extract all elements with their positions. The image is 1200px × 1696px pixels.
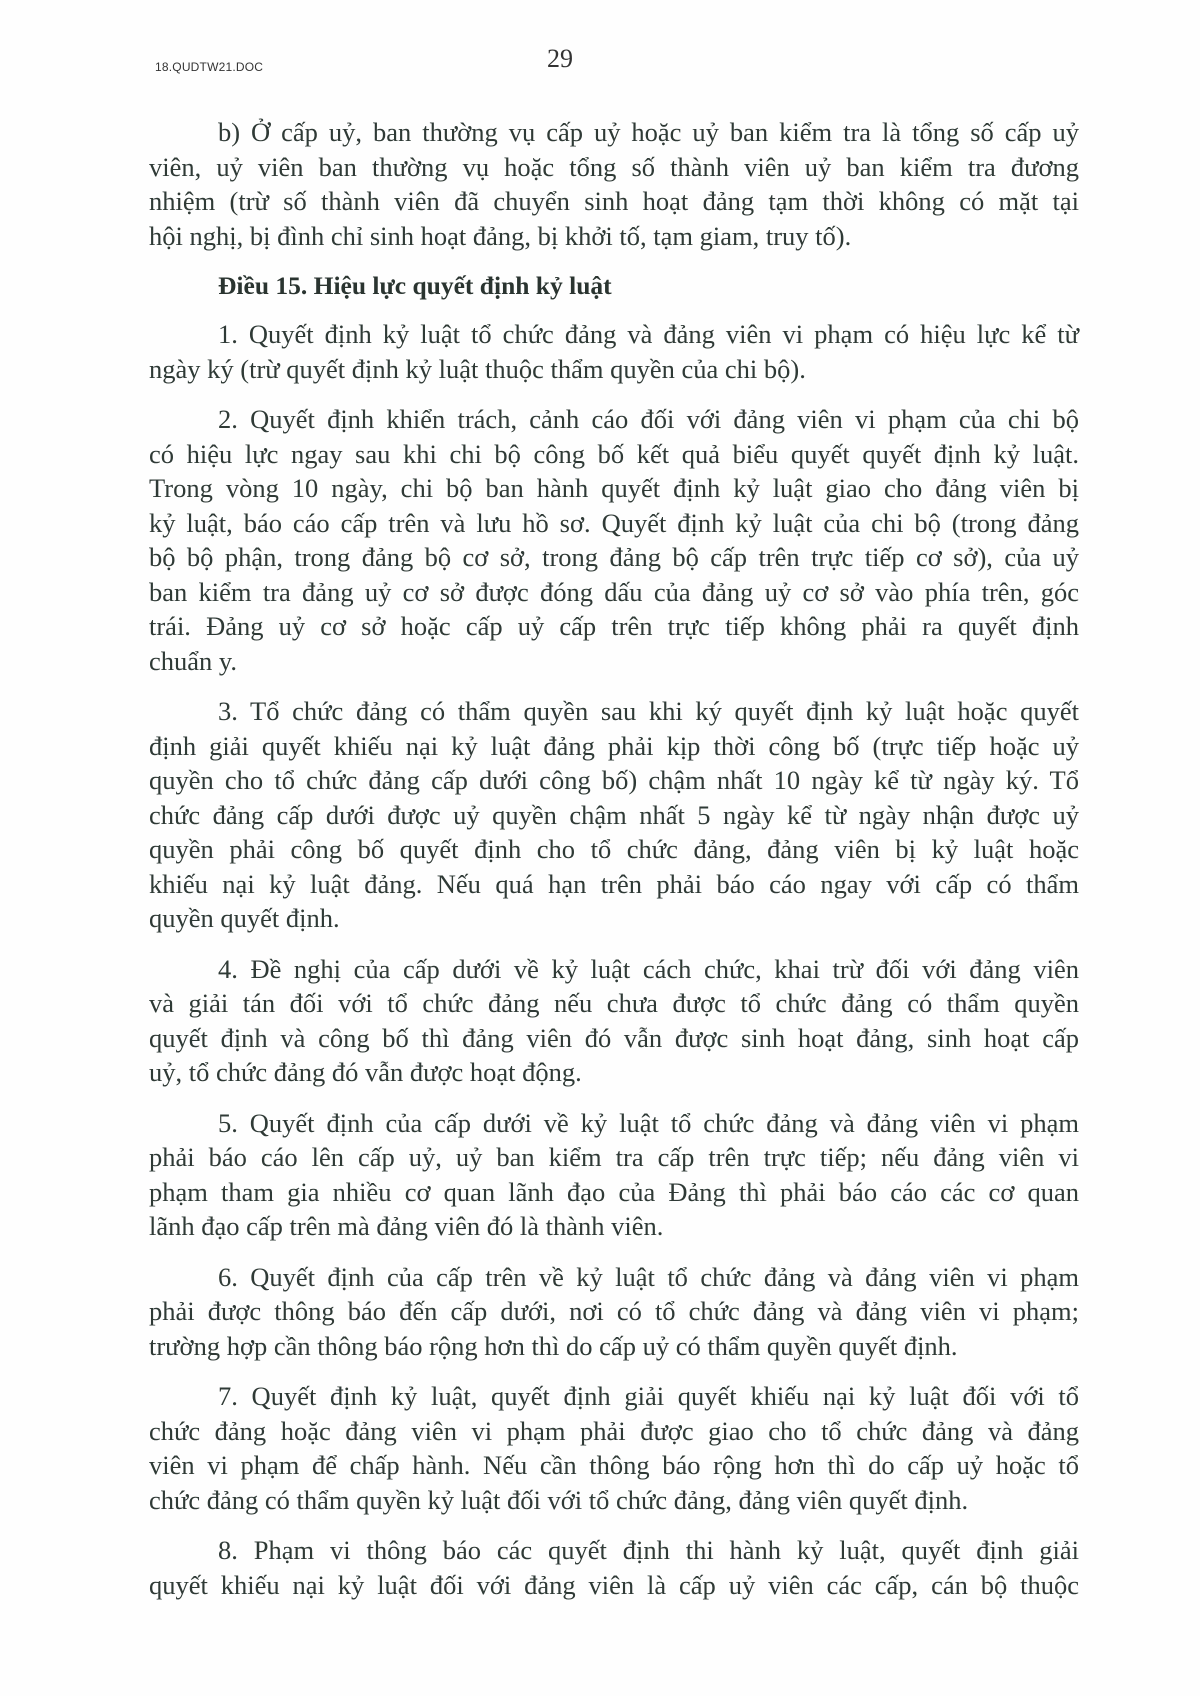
text-line: quyền phải công bố quyết định cho tổ chức đảng, đảng viên bị kỷ luật hoặc — [149, 834, 1079, 864]
text-line: kỷ luật, báo cáo cấp trên và lưu hồ sơ. Quyết định kỷ luật của chi bộ (trong đảng — [149, 507, 1079, 538]
text-line: 7. Quyết định kỷ luật, quyết định giải quyết khiếu nại kỷ luật đối với tổ — [218, 1381, 1079, 1411]
text-line: trường hợp cần thông báo rộng hơn thì do cấp uỷ có thẩm quyền quyết định. — [149, 1330, 958, 1361]
text-line: định giải quyết khiếu nại kỷ luật đảng phải kịp thời công bố (trực tiếp hoặc uỷ — [149, 730, 1079, 761]
text-line: quyền quyết định. — [149, 903, 340, 933]
text-line: 6. Quyết định của cấp trên về kỷ luật tổ chức đảng và đảng viên vi phạm — [218, 1261, 1079, 1292]
paragraph-4 — [149, 952, 1079, 1090]
text-line: chức đảng có thẩm quyền kỷ luật đối với tổ chức đảng, đảng viên quyết định. — [149, 1484, 969, 1515]
text-line: viên vi phạm để chấp hành. Nếu cần thông báo rộng hơn thì do cấp uỷ hoặc tổ — [149, 1450, 1079, 1480]
text-line: 8. Phạm vi thông báo các quyết định thi hành kỷ luật, quyết định giải — [218, 1535, 1079, 1565]
paragraph-5 — [149, 1106, 1079, 1244]
text-line: Trong vòng 10 ngày, chi bộ ban hành quyết định kỷ luật giao cho đảng viên bị — [149, 473, 1079, 503]
text-line: 4. Đề nghị của cấp dưới về kỷ luật cách chức, khai trừ đối với đảng viên — [218, 953, 1079, 984]
text-line: ngày ký (trừ quyết định kỷ luật thuộc thẩm quyền của chi bộ). — [149, 353, 806, 384]
page-number: 29 — [547, 44, 573, 73]
text-line: quyền cho tổ chức đảng cấp dưới công bố) chậm nhất 10 ngày kể từ ngày ký. Tổ — [149, 765, 1079, 795]
text-line: lãnh đạo cấp trên mà đảng viên đó là thành viên. — [149, 1211, 664, 1241]
text-line: chuẩn y. — [149, 645, 238, 676]
text-line: có hiệu lực ngay sau khi chi bộ công bố kết quả biểu quyết quyết định kỷ luật. — [149, 438, 1079, 469]
text-line: phải được thông báo đến cấp dưới, nơi có tổ chức đảng và đảng viên vi phạm; — [149, 1296, 1079, 1326]
paragraph-1 — [149, 317, 1079, 386]
text-line: nhiệm (trừ số thành viên đã chuyển sinh hoạt đảng tạm thời không có mặt tại — [149, 186, 1079, 216]
text-line: trái. Đảng uỷ cơ sở hoặc cấp uỷ cấp trên trực tiếp không phải ra quyết định — [149, 611, 1079, 641]
text-line: hội nghị, bị đình chỉ sinh hoạt đảng, bị khởi tố, tạm giam, truy tố). — [149, 220, 852, 251]
text-line: 5. Quyết định của cấp dưới về kỷ luật tổ chức đảng và đảng viên vi phạm — [218, 1107, 1079, 1138]
paragraph-8 — [149, 1533, 1079, 1602]
document-body — [149, 115, 1079, 1602]
paragraph-3 — [149, 694, 1079, 936]
paragraph-7 — [149, 1379, 1079, 1517]
text-line: chức đảng cấp dưới được uỷ quyền chậm nhất 5 ngày kể từ ngày nhận được uỷ — [149, 799, 1079, 830]
paragraph-6 — [149, 1260, 1079, 1364]
text-line: uỷ, tổ chức đảng đó vẫn được hoạt động. — [149, 1057, 582, 1087]
text-line: phải báo cáo lên cấp uỷ, uỷ ban kiểm tra cấp trên trực tiếp; nếu đảng viên vi — [149, 1142, 1079, 1172]
text-line: và giải tán đối với tổ chức đảng nếu chưa được tổ chức đảng có thẩm quyền — [149, 988, 1079, 1018]
text-line: 1. Quyết định kỷ luật tổ chức đảng và đảng viên vi phạm có hiệu lực kể từ — [218, 319, 1079, 349]
text-line: chức đảng hoặc đảng viên vi phạm phải được giao cho tổ chức đảng và đảng — [149, 1415, 1079, 1446]
text-line: bộ bộ phận, trong đảng bộ cơ sở, trong đảng bộ cấp trên trực tiếp cơ sở), của uỷ — [149, 542, 1079, 572]
paragraph-2 — [149, 402, 1079, 678]
text-line: ban kiểm tra đảng uỷ cơ sở được đóng dấu của đảng uỷ cơ sở vào phía trên, góc — [149, 576, 1079, 607]
text-line: khiếu nại kỷ luật đảng. Nếu quá hạn trên phải báo cáo ngay với cấp có thẩm — [149, 868, 1079, 899]
file-label: 18.QUDTW21.DOC — [155, 60, 264, 74]
article-heading: Điều 15. Hiệu lực quyết định kỷ luật — [218, 271, 612, 300]
text-line: 3. Tổ chức đảng có thẩm quyền sau khi ký quyết định kỷ luật hoặc quyết — [218, 696, 1079, 726]
text-line: viên, uỷ viên ban thường vụ hoặc tổng số thành viên uỷ ban kiểm tra đương — [149, 151, 1079, 182]
text-line: quyết khiếu nại kỷ luật đối với đảng viên là cấp uỷ viên các cấp, cán bộ thuộc — [149, 1569, 1079, 1600]
text-line: quyết định và công bố thì đảng viên đó vẫn được sinh hoạt đảng, sinh hoạt cấp — [149, 1022, 1079, 1053]
paragraph-b — [149, 115, 1079, 253]
text-line: phạm tham gia nhiều cơ quan lãnh đạo của Đảng thì phải báo cáo các cơ quan — [149, 1176, 1079, 1207]
text-line: b) Ở cấp uỷ, ban thường vụ cấp uỷ hoặc uỷ ban kiểm tra là tổng số cấp uỷ — [218, 117, 1079, 147]
text-line: 2. Quyết định khiển trách, cảnh cáo đối với đảng viên vi phạm của chi bộ — [218, 404, 1079, 434]
